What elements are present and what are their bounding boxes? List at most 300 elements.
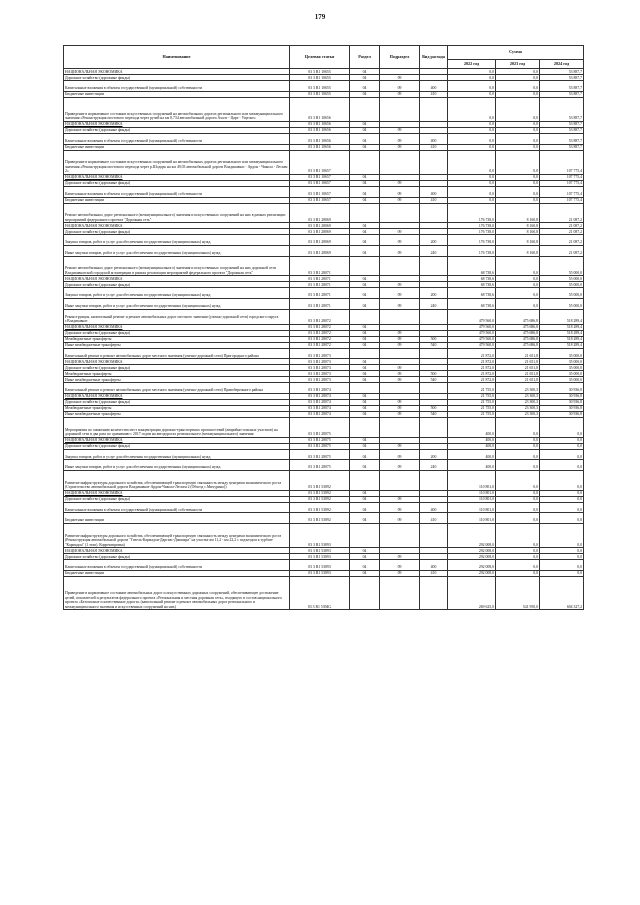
table-cell-2024: 53 887,7 bbox=[540, 91, 584, 97]
table-cell-target: 03 3 R1 10657 bbox=[290, 174, 350, 180]
table-row bbox=[64, 348, 584, 359]
table-cell-2023: 23 300,3 bbox=[496, 399, 540, 405]
table-cell-subsection: 09 bbox=[380, 405, 420, 411]
table-cell-name: НАЦИОНАЛЬНАЯ ЭКОНОМИКА bbox=[64, 490, 290, 496]
table-cell-expense-type: 410 bbox=[420, 513, 448, 524]
table-cell-subsection: 09 bbox=[380, 554, 420, 560]
table-cell-2023: 0,0 bbox=[496, 460, 540, 471]
table-cell-expense-type: 400 bbox=[420, 133, 448, 144]
table-cell-2022: 110 801,0 bbox=[448, 496, 496, 502]
table-cell-target: 03 3 R1 28075 bbox=[290, 437, 350, 443]
table-cell-2024: 518 289,4 bbox=[540, 330, 584, 336]
table-cell-section: 04 bbox=[350, 490, 380, 496]
table-cell-name: Иные межбюджетные трансферты bbox=[64, 377, 290, 383]
table-cell-section: 04 bbox=[350, 330, 380, 336]
table-cell-2023: 475 686,8 bbox=[496, 324, 540, 330]
table-cell-section: 04 bbox=[350, 449, 380, 460]
table-cell-2024: 30 936,8 bbox=[540, 383, 584, 394]
table-cell-2024: 55 000,0 bbox=[540, 298, 584, 309]
header-expense-type: Вид расхода bbox=[420, 46, 448, 69]
table-cell-2023: 0,0 bbox=[496, 276, 540, 282]
table-cell-2024: 53 887,7 bbox=[540, 97, 584, 121]
table-cell-2024: 53 887,7 bbox=[540, 133, 584, 144]
table-cell-target: 03 3 R1 10657 bbox=[290, 186, 350, 197]
table-cell-target: 03 3 R1 10655 bbox=[290, 91, 350, 97]
table-cell-name: НАЦИОНАЛЬНАЯ ЭКОНОМИКА bbox=[64, 548, 290, 554]
table-cell-target: 03 3 R1 28073 bbox=[290, 365, 350, 371]
table-cell-name: Бюджетные инвестиции bbox=[64, 144, 290, 150]
table-cell-target: 03 3 R1 28075 bbox=[290, 460, 350, 471]
table-cell-target: 03 3 R1 10656 bbox=[290, 97, 350, 121]
table-cell-section bbox=[350, 256, 380, 276]
table-row bbox=[64, 560, 584, 571]
table-cell-subsection: 09 bbox=[380, 133, 420, 144]
table-cell-section: 04 bbox=[350, 359, 380, 365]
table-cell-expense-type: 400 bbox=[420, 502, 448, 513]
table-cell-name: НАЦИОНАЛЬНАЯ ЭКОНОМИКА bbox=[64, 359, 290, 365]
table-cell-subsection: 09 bbox=[380, 377, 420, 383]
table-cell-section: 04 bbox=[350, 223, 380, 229]
table-cell-2024: 0,0 bbox=[540, 513, 584, 524]
table-row bbox=[64, 383, 584, 394]
table-cell-expense-type: 400 bbox=[420, 81, 448, 92]
header-2024: 2024 год bbox=[540, 60, 584, 69]
table-cell-2022: 292 008,0 bbox=[448, 554, 496, 560]
table-row bbox=[64, 150, 584, 174]
header-2023: 2023 год bbox=[496, 60, 540, 69]
table-cell-target: 03 3 R1 10655 bbox=[290, 81, 350, 92]
table-cell-2022: 400,0 bbox=[448, 417, 496, 437]
table-cell-2022: 0,0 bbox=[448, 133, 496, 144]
table-cell-2023: 0,0 bbox=[496, 496, 540, 502]
table-cell-name: Закупка товаров, работ и услуг для обеспечения государственных (муниципальных) нужд bbox=[64, 235, 290, 246]
table-cell-2022: 21 872,0 bbox=[448, 371, 496, 377]
table-cell-name: Капитальные вложения в объекты государственной (муниципальной) собственности bbox=[64, 186, 290, 197]
table-row bbox=[64, 449, 584, 460]
table-row bbox=[64, 235, 584, 246]
table-cell-target: 03 3 R1 53893 bbox=[290, 570, 350, 576]
table-cell-2024: 518 289,4 bbox=[540, 309, 584, 324]
table-cell-2024: 107 775,4 bbox=[540, 186, 584, 197]
table-cell-2022: 110 801,0 bbox=[448, 470, 496, 490]
table-cell-2023: 0,0 bbox=[496, 470, 540, 490]
table-cell-2022: 21 872,0 bbox=[448, 365, 496, 371]
table-cell-target: 03 3 R1 28071 bbox=[290, 282, 350, 288]
table-cell-expense-type: 240 bbox=[420, 460, 448, 471]
table-cell-name: Бюджетные инвестиции bbox=[64, 513, 290, 524]
table-cell-2022: 400,0 bbox=[448, 449, 496, 460]
table-cell-name: НАЦИОНАЛЬНАЯ ЭКОНОМИКА bbox=[64, 276, 290, 282]
table-cell-2023: 0,0 bbox=[496, 288, 540, 299]
table-cell-target: 03 3 R1 53893 bbox=[290, 560, 350, 571]
table-cell-subsection: 09 bbox=[380, 229, 420, 235]
table-cell-2024: 55 000,0 bbox=[540, 256, 584, 276]
table-cell-section: 04 bbox=[350, 75, 380, 81]
table-cell-2023: 0,0 bbox=[496, 75, 540, 81]
table-cell-subsection: 09 bbox=[380, 399, 420, 405]
table-cell-target: 03 3 R1 10657 bbox=[290, 150, 350, 174]
table-cell-2024: 107 775,4 bbox=[540, 174, 584, 180]
table-cell-2024: 0,0 bbox=[540, 554, 584, 560]
table-row bbox=[64, 288, 584, 299]
table-cell-subsection bbox=[380, 470, 420, 490]
table-cell-expense-type bbox=[420, 203, 448, 223]
table-cell-name: Дорожное хозяйство (дорожные фонды) bbox=[64, 330, 290, 336]
table-cell-2022: 0,0 bbox=[448, 91, 496, 97]
table-cell-2022: 292 008,0 bbox=[448, 560, 496, 571]
table-cell-section: 04 bbox=[350, 554, 380, 560]
table-cell-expense-type bbox=[420, 97, 448, 121]
table-cell-expense-type: 400 bbox=[420, 560, 448, 571]
table-cell-name: Дорожное хозяйство (дорожные фонды) bbox=[64, 180, 290, 186]
table-row bbox=[64, 133, 584, 144]
table-cell-section: 04 bbox=[350, 282, 380, 288]
table-cell-2023: 0,0 bbox=[496, 174, 540, 180]
table-cell-2023: 23 300,3 bbox=[496, 411, 540, 417]
table-row bbox=[64, 256, 584, 276]
table-cell-2024: 518 289,4 bbox=[540, 336, 584, 342]
table-cell-2023: 0,0 bbox=[496, 502, 540, 513]
table-cell-2024: 518 289,4 bbox=[540, 324, 584, 330]
table-cell-expense-type bbox=[420, 309, 448, 324]
table-cell-section: 04 bbox=[350, 324, 380, 330]
table-cell-subsection: 09 bbox=[380, 144, 420, 150]
table-cell-name: Дорожное хозяйство (дорожные фонды) bbox=[64, 443, 290, 449]
table-cell-2022: 0,0 bbox=[448, 69, 496, 75]
table-cell-expense-type bbox=[420, 383, 448, 394]
table-cell-subsection bbox=[380, 256, 420, 276]
table-cell-name: Дорожное хозяйство (дорожные фонды) bbox=[64, 399, 290, 405]
table-cell-section: 04 bbox=[350, 133, 380, 144]
table-cell-section: 04 bbox=[350, 197, 380, 203]
table-cell-target: 03 3 R1 28069 bbox=[290, 203, 350, 223]
table-cell-2024: 53 887,7 bbox=[540, 75, 584, 81]
table-cell-subsection: 09 bbox=[380, 186, 420, 197]
table-cell-section: 04 bbox=[350, 377, 380, 383]
table-cell-target: 03 3 R1 5394G bbox=[290, 576, 350, 610]
table-cell-2022: 176 738,0 bbox=[448, 229, 496, 235]
table-row bbox=[64, 523, 584, 547]
table-row bbox=[64, 309, 584, 324]
table-cell-2023: 0,0 bbox=[496, 97, 540, 121]
table-cell-2023: 23 300,3 bbox=[496, 405, 540, 411]
table-row bbox=[64, 245, 584, 256]
table-cell-2022: 0,0 bbox=[448, 127, 496, 133]
table-cell-name: Развитие инфраструктуры дорожного хозяйства, обеспечивающей транспортную связанность между центрами экономического роста (Строительство автомобильной дороги Владикавказ-Ардон-Чикола-Лескен 2 (Объезд с.Мичурино)) bbox=[64, 470, 290, 490]
table-cell-expense-type: 410 bbox=[420, 197, 448, 203]
table-cell-2022: 0,0 bbox=[448, 174, 496, 180]
table-cell-2022: 68 738,6 bbox=[448, 282, 496, 288]
table-row bbox=[64, 97, 584, 121]
table-cell-2024: 0,0 bbox=[540, 570, 584, 576]
table-cell-subsection bbox=[380, 417, 420, 437]
table-cell-expense-type: 240 bbox=[420, 245, 448, 256]
table-cell-name: Реконструкция, капитальный ремонт и ремонт автомобильных дорог местного значения (улично-дорожной сети) городского округа г.Владикавказ bbox=[64, 309, 290, 324]
table-cell-2024: 30 936,8 bbox=[540, 405, 584, 411]
table-cell-section bbox=[350, 150, 380, 174]
table-cell-section: 04 bbox=[350, 276, 380, 282]
table-cell-expense-type bbox=[420, 523, 448, 547]
table-row bbox=[64, 81, 584, 92]
table-cell-expense-type: 200 bbox=[420, 288, 448, 299]
table-cell-section bbox=[350, 523, 380, 547]
budget-table bbox=[63, 45, 584, 610]
table-cell-section: 04 bbox=[350, 180, 380, 186]
table-cell-target: 03 3 R1 28074 bbox=[290, 393, 350, 399]
table-cell-section: 04 bbox=[350, 405, 380, 411]
table-cell-2023: 0,0 bbox=[496, 197, 540, 203]
table-cell-name: Иные закупки товаров, работ и услуг для обеспечения государственных (муниципальных) нужд bbox=[64, 245, 290, 256]
table-cell-2024: 0,0 bbox=[540, 523, 584, 547]
table-cell-section: 04 bbox=[350, 69, 380, 75]
table-cell-subsection: 09 bbox=[380, 282, 420, 288]
table-cell-2023: 0,0 bbox=[496, 180, 540, 186]
table-cell-2022: 0,0 bbox=[448, 75, 496, 81]
table-cell-name: Закупка товаров, работ и услуг для обеспечения государственных (муниципальных) нужд bbox=[64, 288, 290, 299]
table-cell-section bbox=[350, 470, 380, 490]
table-cell-2024: 30 936,8 bbox=[540, 399, 584, 405]
table-cell-2023: 8 160,8 bbox=[496, 229, 540, 235]
header-subsection: Подраздел bbox=[380, 46, 420, 69]
table-cell-section: 04 bbox=[350, 570, 380, 576]
table-cell-2024: 0,0 bbox=[540, 437, 584, 443]
table-cell-section: 04 bbox=[350, 496, 380, 502]
table-cell-expense-type: 540 bbox=[420, 377, 448, 383]
table-cell-name: Межбюджетные трансферты bbox=[64, 336, 290, 342]
table-cell-section bbox=[350, 383, 380, 394]
table-cell-section: 04 bbox=[350, 336, 380, 342]
table-cell-name: НАЦИОНАЛЬНАЯ ЭКОНОМИКА bbox=[64, 174, 290, 180]
table-cell-name: Приведение в нормативное состояние искусственных сооружений на автомобильных дорогах регионального или межмуниципального значения «Реконструкция мостового перехода через ручей на км 8,734 автомобильной дороги Ахалт - Царе - Ущелье» bbox=[64, 97, 290, 121]
table-cell-name: Межбюджетные трансферты bbox=[64, 405, 290, 411]
table-cell-2023: 0,0 bbox=[496, 69, 540, 75]
table-cell-2023: 21 651,8 bbox=[496, 359, 540, 365]
table-cell-target: 03 3 R1 53893 bbox=[290, 548, 350, 554]
table-row bbox=[64, 460, 584, 471]
table-cell-target: 03 3 R1 28074 bbox=[290, 411, 350, 417]
header-name: Наименование bbox=[64, 46, 290, 69]
table-row bbox=[64, 470, 584, 490]
table-cell-2024: 35 000,0 bbox=[540, 359, 584, 365]
table-cell-subsection: 09 bbox=[380, 81, 420, 92]
table-cell-2022: 21 755,0 bbox=[448, 411, 496, 417]
table-cell-2023: 0,0 bbox=[496, 150, 540, 174]
table-cell-subsection bbox=[380, 203, 420, 223]
table-cell-subsection: 09 bbox=[380, 336, 420, 342]
table-cell-2023: 0,0 bbox=[496, 256, 540, 276]
table-cell-section bbox=[350, 203, 380, 223]
table-cell-2024: 0,0 bbox=[540, 443, 584, 449]
table-cell-2023: 23 300,3 bbox=[496, 393, 540, 399]
table-cell-2023: 475 686,8 bbox=[496, 336, 540, 342]
table-cell-target: 03 3 R1 28072 bbox=[290, 342, 350, 348]
table-cell-subsection: 09 bbox=[380, 235, 420, 246]
table-cell-name: Дорожное хозяйство (дорожные фонды) bbox=[64, 496, 290, 502]
table-cell-2023: 21 651,8 bbox=[496, 377, 540, 383]
table-cell-subsection bbox=[380, 150, 420, 174]
table-cell-name: НАЦИОНАЛЬНАЯ ЭКОНОМИКА bbox=[64, 223, 290, 229]
table-cell-target: 03 3 R1 28069 bbox=[290, 235, 350, 246]
table-cell-2022: 68 738,6 bbox=[448, 276, 496, 282]
table-cell-target: 03 3 R1 28073 bbox=[290, 371, 350, 377]
table-cell-target: 03 3 R1 53892 bbox=[290, 496, 350, 502]
table-cell-section: 04 bbox=[350, 502, 380, 513]
table-cell-target: 03 3 R1 28075 bbox=[290, 449, 350, 460]
table-cell-target: 03 3 R1 28069 bbox=[290, 245, 350, 256]
table-cell-name: Дорожное хозяйство (дорожные фонды) bbox=[64, 365, 290, 371]
table-cell-2023: 0,0 bbox=[496, 121, 540, 127]
table-cell-2024: 53 887,7 bbox=[540, 81, 584, 92]
table-cell-section: 04 bbox=[350, 513, 380, 524]
table-cell-2022: 21 755,0 bbox=[448, 399, 496, 405]
table-cell-name: Капитальный ремонт и ремонт автомобильных дорог местного значения (улично-дорожной сети) Правобережного района bbox=[64, 383, 290, 394]
table-cell-target: 03 3 R1 28073 bbox=[290, 377, 350, 383]
table-cell-subsection bbox=[380, 383, 420, 394]
table-cell-subsection: 09 bbox=[380, 365, 420, 371]
table-cell-2023: 0,0 bbox=[496, 282, 540, 288]
table-cell-expense-type: 500 bbox=[420, 336, 448, 342]
table-cell-expense-type bbox=[420, 256, 448, 276]
table-cell-2023: 541 950,0 bbox=[496, 576, 540, 610]
table-cell-target: 03 3 R1 10656 bbox=[290, 127, 350, 133]
table-cell-expense-type: 400 bbox=[420, 186, 448, 197]
table-row bbox=[64, 502, 584, 513]
table-cell-expense-type: 540 bbox=[420, 342, 448, 348]
table-cell-2024: 604 327,2 bbox=[540, 576, 584, 610]
table-cell-target: 03 3 R1 53893 bbox=[290, 523, 350, 547]
table-cell-2023: 0,0 bbox=[496, 81, 540, 92]
table-cell-2022: 0,0 bbox=[448, 186, 496, 197]
table-cell-subsection: 09 bbox=[380, 460, 420, 471]
table-cell-2023: 0,0 bbox=[496, 443, 540, 449]
table-cell-2022: 68 738,6 bbox=[448, 288, 496, 299]
table-cell-target: 03 3 R1 53892 bbox=[290, 470, 350, 490]
table-cell-2022: 68 738,6 bbox=[448, 256, 496, 276]
table-cell-2022: 0,0 bbox=[448, 150, 496, 174]
table-cell-expense-type: 410 bbox=[420, 91, 448, 97]
header-2022: 2022 год bbox=[448, 60, 496, 69]
table-cell-expense-type bbox=[420, 150, 448, 174]
table-cell-2023: 0,0 bbox=[496, 298, 540, 309]
table-cell-expense-type: 500 bbox=[420, 405, 448, 411]
table-cell-section: 04 bbox=[350, 235, 380, 246]
table-cell-2023: 21 651,8 bbox=[496, 365, 540, 371]
table-cell-name: НАЦИОНАЛЬНАЯ ЭКОНОМИКА bbox=[64, 437, 290, 443]
table-cell-2022: 110 801,0 bbox=[448, 490, 496, 496]
table-cell-subsection bbox=[380, 348, 420, 359]
table-cell-expense-type: 200 bbox=[420, 235, 448, 246]
table-cell-target: 03 3 R1 28072 bbox=[290, 330, 350, 336]
table-cell-2024: 55 000,0 bbox=[540, 288, 584, 299]
table-cell-2024: 0,0 bbox=[540, 560, 584, 571]
table-cell-2024: 21 087,2 bbox=[540, 203, 584, 223]
table-cell-2023: 8 160,8 bbox=[496, 245, 540, 256]
table-cell-2024: 518 289,4 bbox=[540, 342, 584, 348]
table-cell-2024: 0,0 bbox=[540, 417, 584, 437]
table-cell-2023: 475 686,8 bbox=[496, 330, 540, 336]
table-cell-name: Межбюджетные трансферты bbox=[64, 371, 290, 377]
table-cell-2023: 0,0 bbox=[496, 490, 540, 496]
table-row bbox=[64, 298, 584, 309]
table-cell-2023: 0,0 bbox=[496, 560, 540, 571]
table-cell-2024: 107 775,4 bbox=[540, 180, 584, 186]
table-cell-section: 04 bbox=[350, 121, 380, 127]
table-cell-name: Приведение в нормативное состояние искусственных сооружений на автомобильных дорогах регионального или межмуниципального значения «Реконструкция мостового перехода через р.Шодорк на км 49,03 автомобильной дороги Владикавказ - Ардон - Чикола - Лескен 2» bbox=[64, 150, 290, 174]
table-cell-2022: 479 560,0 bbox=[448, 336, 496, 342]
table-cell-2023: 0,0 bbox=[496, 523, 540, 547]
table-cell-section: 04 bbox=[350, 229, 380, 235]
table-cell-2022: 292 008,0 bbox=[448, 570, 496, 576]
table-cell-target: 03 3 R1 28073 bbox=[290, 359, 350, 365]
table-cell-name: Дорожное хозяйство (дорожные фонды) bbox=[64, 127, 290, 133]
table-cell-subsection bbox=[380, 97, 420, 121]
table-cell-subsection: 09 bbox=[380, 449, 420, 460]
table-cell-2022: 176 738,0 bbox=[448, 203, 496, 223]
table-cell-name: Ремонт автомобильных дорог регионального (межмуниципального) значения и искусственных сооружений на них дорожной сети Владикавказской городской агломерации в рамках реализации мероприятий федерального проекта "Дорожная сеть" bbox=[64, 256, 290, 276]
table-cell-2022: 21 872,0 bbox=[448, 377, 496, 383]
table-cell-2023: 0,0 bbox=[496, 417, 540, 437]
table-cell-2024: 0,0 bbox=[540, 548, 584, 554]
table-row bbox=[64, 513, 584, 524]
table-cell-2024: 53 887,7 bbox=[540, 121, 584, 127]
table-cell-subsection: 09 bbox=[380, 342, 420, 348]
table-cell-subsection: 09 bbox=[380, 443, 420, 449]
table-cell-name: Иные межбюджетные трансферты bbox=[64, 411, 290, 417]
table-cell-name: Дорожное хозяйство (дорожные фонды) bbox=[64, 229, 290, 235]
table-cell-subsection: 09 bbox=[380, 197, 420, 203]
table-header bbox=[64, 46, 584, 69]
table-cell-2023: 0,0 bbox=[496, 449, 540, 460]
table-cell-expense-type bbox=[420, 348, 448, 359]
table-cell-subsection: 09 bbox=[380, 75, 420, 81]
table-cell-subsection: 09 bbox=[380, 570, 420, 576]
table-cell-expense-type: 410 bbox=[420, 144, 448, 150]
table-body bbox=[64, 69, 584, 610]
table-cell-subsection: 09 bbox=[380, 496, 420, 502]
table-cell-subsection: 09 bbox=[380, 502, 420, 513]
table-cell-target: 03 3 R1 28073 bbox=[290, 348, 350, 359]
table-cell-2024: 0,0 bbox=[540, 449, 584, 460]
table-cell-2024: 35 000,0 bbox=[540, 371, 584, 377]
table-cell-2023: 0,0 bbox=[496, 91, 540, 97]
table-cell-2023: 8 160,8 bbox=[496, 223, 540, 229]
table-cell-2023: 0,0 bbox=[496, 186, 540, 197]
table-cell-target: 03 3 R1 10656 bbox=[290, 144, 350, 150]
table-cell-subsection: 09 bbox=[380, 513, 420, 524]
table-cell-name: Иные межбюджетные трансферты bbox=[64, 342, 290, 348]
table-cell-2024: 35 000,0 bbox=[540, 377, 584, 383]
table-cell-expense-type: 200 bbox=[420, 449, 448, 460]
table-cell-2024: 30 936,8 bbox=[540, 411, 584, 417]
table-cell-subsection: 09 bbox=[380, 245, 420, 256]
table-cell-2022: 479 560,0 bbox=[448, 342, 496, 348]
header-sum: Сумма bbox=[448, 46, 584, 60]
table-cell-2022: 0,0 bbox=[448, 81, 496, 92]
table-cell-2023: 0,0 bbox=[496, 513, 540, 524]
table-cell-2024: 21 087,2 bbox=[540, 229, 584, 235]
table-cell-section: 04 bbox=[350, 288, 380, 299]
table-cell-target: 03 3 R1 10655 bbox=[290, 75, 350, 81]
table-cell-2023: 8 160,8 bbox=[496, 235, 540, 246]
page-number: 179 bbox=[314, 13, 326, 21]
table-cell-2024: 55 000,0 bbox=[540, 276, 584, 282]
table-cell-name: Бюджетные инвестиции bbox=[64, 197, 290, 203]
table-cell-target: 03 3 R1 28071 bbox=[290, 288, 350, 299]
table-cell-2024: 21 087,2 bbox=[540, 223, 584, 229]
table-cell-section bbox=[350, 417, 380, 437]
table-cell-name: НАЦИОНАЛЬНАЯ ЭКОНОМИКА bbox=[64, 393, 290, 399]
header-section: Раздел bbox=[350, 46, 380, 69]
